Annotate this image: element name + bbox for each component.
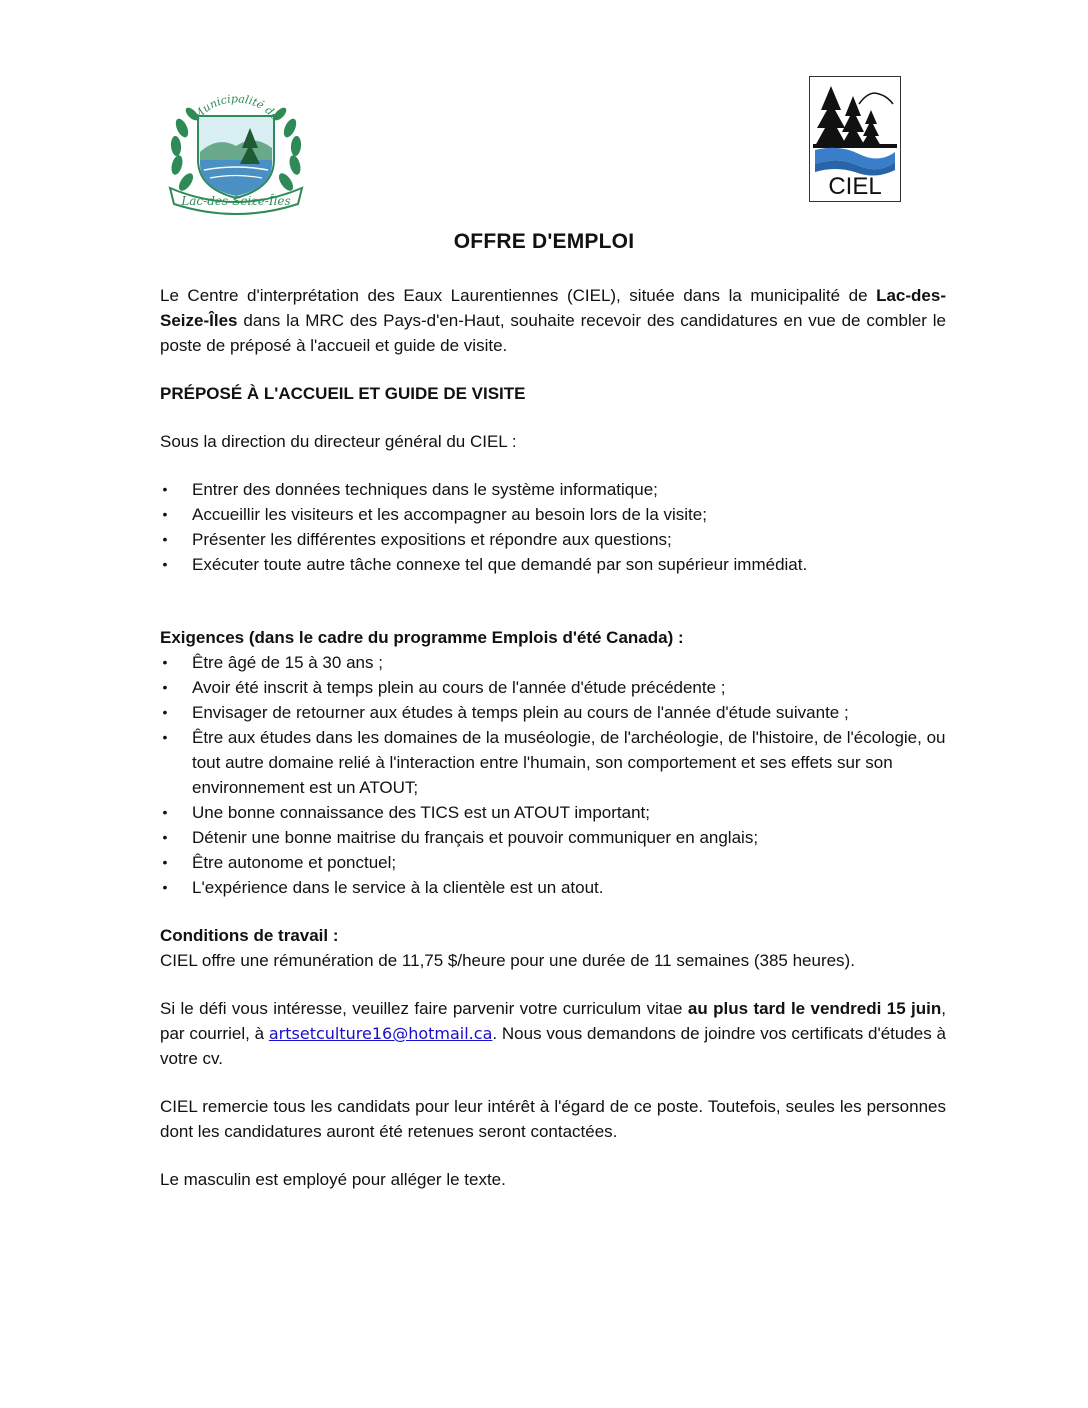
document-body [160,283,946,1192]
list-item: • Présenter les différentes expositions et répondre aux questions; [162,530,672,549]
list-item: • Entrer des données techniques dans le système informatique; [162,480,658,499]
list-item: • Envisager de retourner aux études à temps plein au cours de l'année d'étude suivante ; [162,703,849,722]
list-item: • Avoir été inscrit à temps plein au cours de l'année d'étude précédente ; [162,678,726,697]
ciel-logo [809,76,901,202]
conditions-text: CIEL offre une rémunération de 11,75 $/heure pour une durée de 11 semaines (385 heures). [160,951,855,970]
requirements-heading: Exigences (dans le cadre du programme Emplois d'été Canada) : [160,628,684,647]
list-item: • Une bonne connaissance des TICS est un ATOUT important; [162,803,650,822]
tasks-list [160,477,946,577]
intro-paragraph [160,283,946,358]
conditions-heading: Conditions de travail : [160,926,339,945]
direction-line: Sous la direction du directeur général du CIEL : [160,432,517,451]
email-link[interactable]: artsetculture16@hotmail.ca [268,1024,493,1043]
apply-text-2: , par courriel, à [160,999,946,1043]
intro-municipality-bold: Lac-des-Seize-Îles [160,286,946,330]
thanks-paragraph: CIEL remercie tous les candidats pour leur intérêt à l'égard de ce poste. Toutefois, seules les personnes dont les candidatures auront été retenues seront contactées. [160,1097,946,1141]
position-heading: PRÉPOSÉ À L'ACCUEIL ET GUIDE DE VISITE [160,384,526,403]
apply-deadline-bold: au plus tard le vendredi 15 juin [687,999,942,1018]
crest-top-text: Municipalité de [190,92,282,123]
requirements-list [160,650,946,900]
apply-text-3: . Nous vous demandons de joindre vos certificats d'études à votre cv. [160,1024,946,1068]
ciel-logo-text: CIEL [828,173,882,200]
intro-text-2: dans la MRC des Pays-d'en-Haut, souhaite recevoir des candidatures en vue de combler le poste de préposé à l'accueil et guide de visite. [160,311,946,355]
list-item: • Exécuter toute autre tâche connexe tel que demandé par son supérieur immédiat. [162,555,808,574]
municipality-laurel-crest-icon [164,88,308,216]
page-title: OFFRE D'EMPLOI [453,230,635,253]
note-paragraph: Le masculin est employé pour alléger le texte. [160,1170,506,1189]
ciel-trees-water-icon [809,76,901,202]
list-item: • Accueillir les visiteurs et les accompagner au besoin lors de la visite; [162,505,707,524]
municipality-logo [164,88,308,216]
apply-text-1: Si le défi vous intéresse, veuillez faire parvenir votre curriculum vitae [160,999,688,1018]
list-item: • Détenir une bonne maitrise du français et pouvoir communiquer en anglais; [162,828,759,847]
list-item: • Être autonome et ponctuel; [162,853,397,872]
list-item: • Être aux études dans les domaines de la muséologie, de l'archéologie, de l'histoire, de l'écologie, ou tout autre domaine relié à l'interaction entre l'humain, son comportement et ses effets sur son environnement est un ATOUT; [162,728,946,797]
intro-text-1: Le Centre d'interprétation des Eaux Laurentiennes (CIEL), située dans la municipalité de [160,286,877,305]
apply-paragraph [160,996,946,1071]
list-item: • Être âgé de 15 à 30 ans ; [162,653,383,672]
list-item: • L'expérience dans le service à la clientèle est un atout. [162,878,604,897]
crest-banner-text: Lac-des-Seize-Îles [181,194,291,208]
